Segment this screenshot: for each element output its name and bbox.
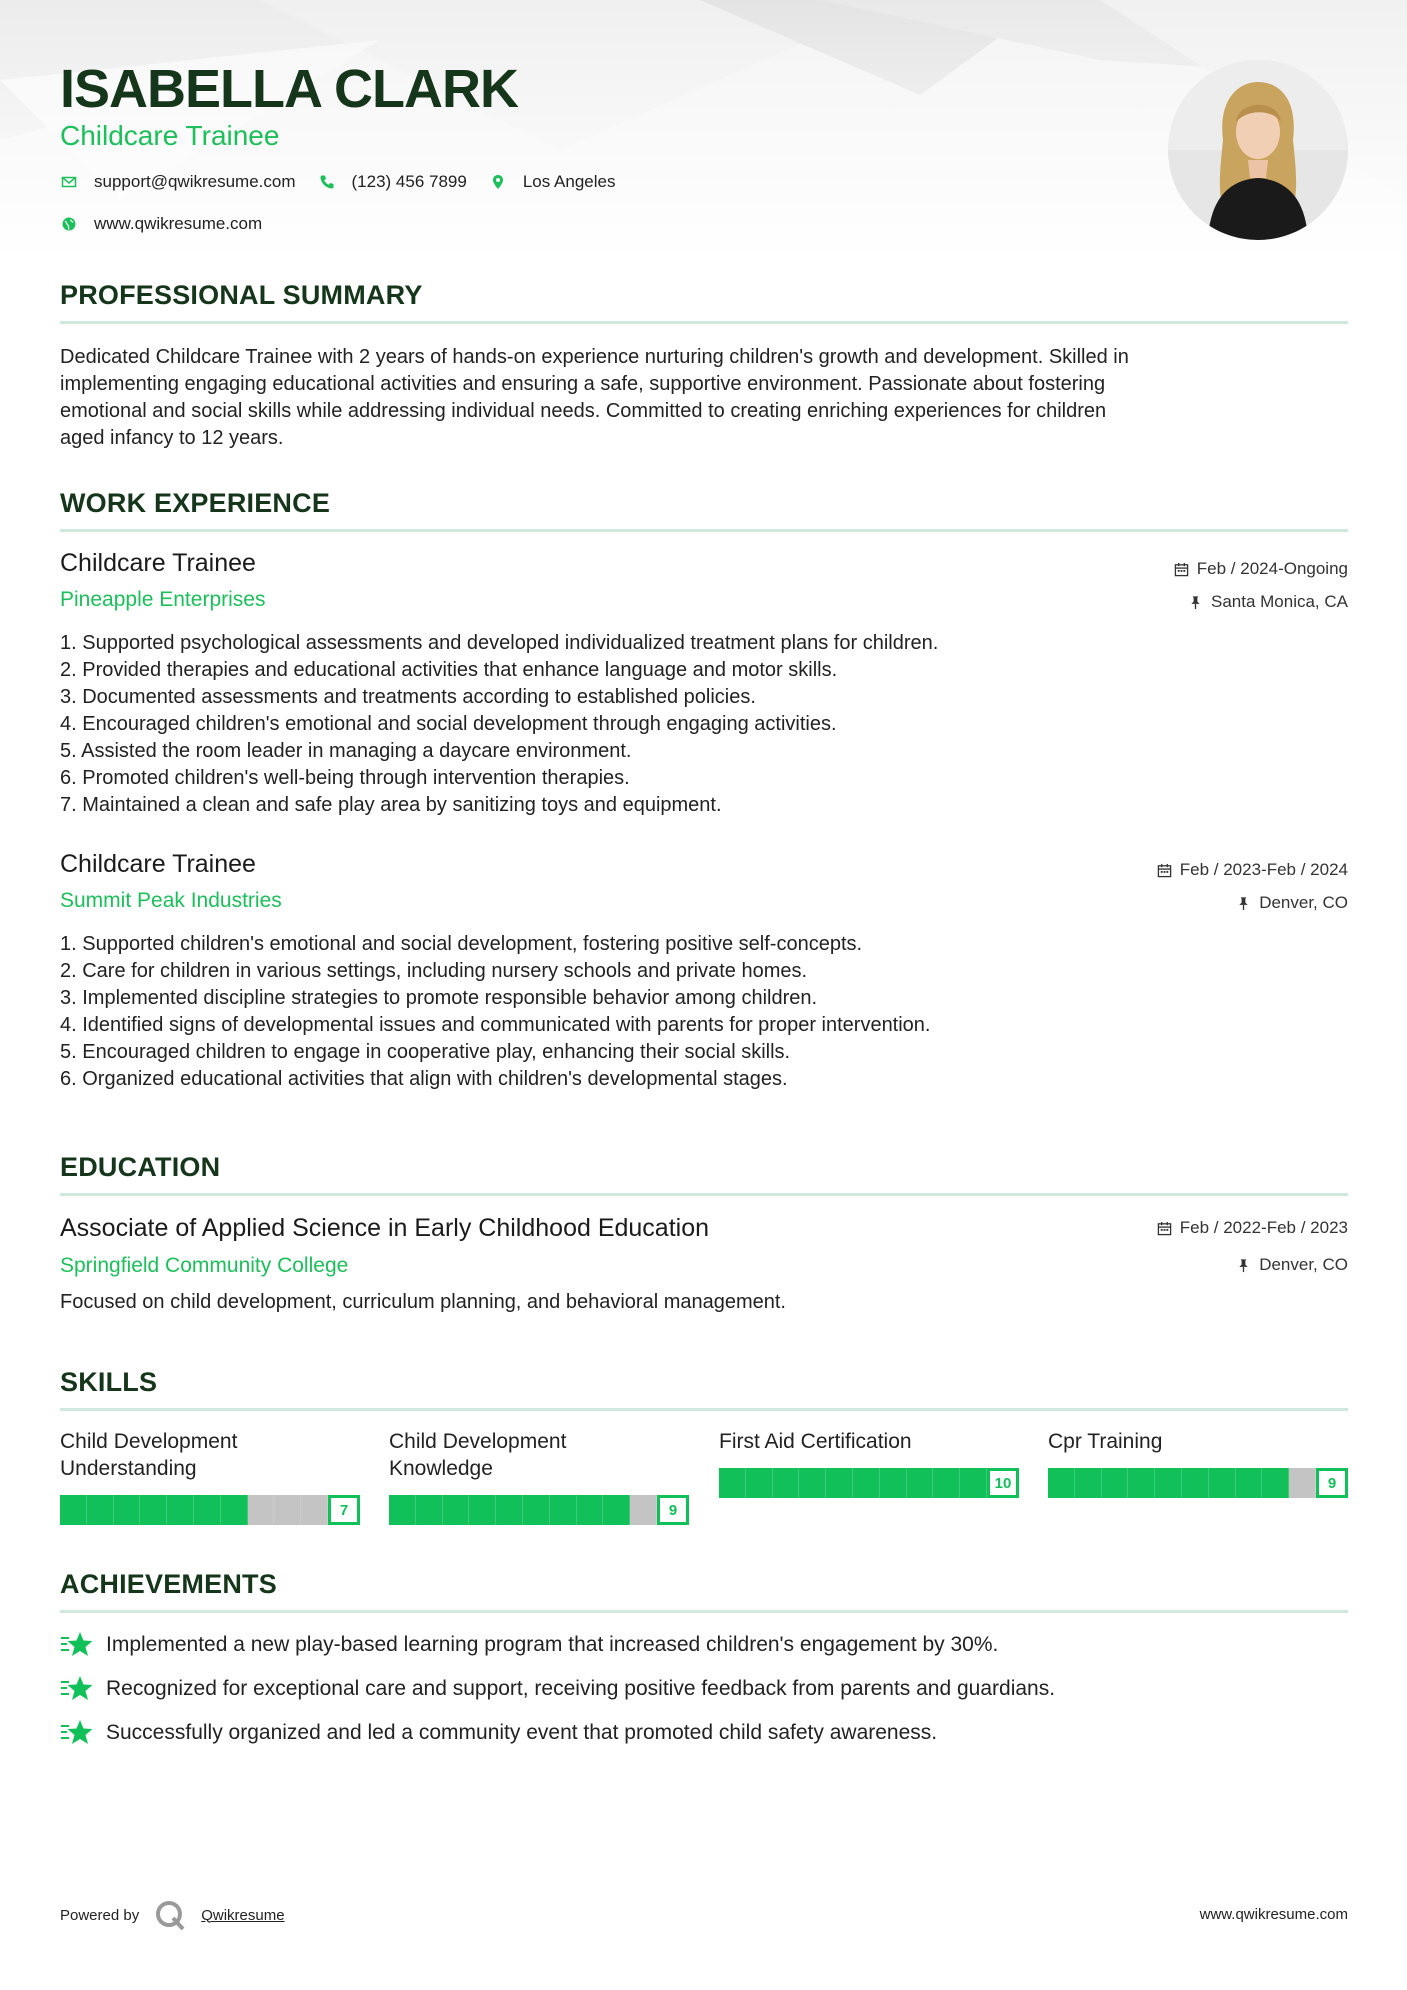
achievement-item [60, 1718, 937, 1748]
footer-website-link[interactable]: www.qwikresume.com [1199, 1906, 1348, 1923]
qwikresume-link[interactable]: Qwikresume [201, 1906, 285, 1924]
skill-name [389, 1428, 689, 1482]
skill-meter [1048, 1468, 1348, 1498]
summary-heading: PROFESSIONAL SUMMARY [60, 280, 423, 310]
experience-heading: WORK EXPERIENCE [60, 488, 331, 518]
education-dates-text: Feb / 2022-Feb / 2023 [1179, 1218, 1348, 1237]
candidate-title: Childcare Trainee [60, 120, 280, 151]
skill-level: 10 [987, 1468, 1019, 1498]
list-item: 7. Maintained a clean and safe play area by sanitizing toys and equipment. [60, 794, 722, 816]
skill-name-line: Child Development [60, 1430, 238, 1453]
job-dates [1157, 860, 1348, 880]
achievements-heading: ACHIEVEMENTS [60, 1569, 277, 1599]
star-icon [60, 1674, 94, 1704]
job-bullets [60, 630, 1348, 819]
envelope-icon [60, 173, 78, 191]
list-item: 4. Encouraged children's emotional and social development through engaging activities. [60, 713, 837, 735]
profile-photo [1168, 60, 1348, 240]
job-bullets [60, 931, 1348, 1093]
skill-name [1048, 1428, 1348, 1455]
phone-icon [318, 173, 336, 191]
resume-page [60, 0, 1348, 1990]
job-company: Summit Peak Industries [60, 889, 282, 912]
skill-level: 9 [657, 1495, 689, 1525]
education-heading: EDUCATION [60, 1152, 221, 1182]
list-item: 2. Care for children in various settings, including nursery schools and private homes. [60, 960, 808, 982]
job-location-text: Santa Monica, CA [1210, 592, 1348, 611]
job-role: Childcare Trainee [60, 549, 256, 577]
skill-meter-track [719, 1468, 987, 1498]
calendar-icon [1157, 1221, 1172, 1236]
achievement-text: Successfully organized and led a community event that promoted child safety awareness. [106, 1721, 938, 1744]
education-description: Focused on child development, curriculum planning, and behavioral management. [60, 1291, 786, 1313]
website-text: www.qwikresume.com [94, 214, 263, 233]
skill-meter [719, 1468, 1019, 1498]
pushpin-icon [1188, 595, 1203, 610]
contact-phone[interactable] [318, 172, 467, 192]
pushpin-icon [1236, 896, 1251, 911]
calendar-icon [1157, 863, 1172, 878]
calendar-icon [1174, 562, 1189, 577]
contact-row [60, 172, 637, 192]
star-icon [60, 1718, 94, 1748]
achievement-text: Implemented a new play-based learning program that increased children's engagement by 30%. [106, 1633, 999, 1656]
skill-item [389, 1428, 689, 1519]
job-dates-text: Feb / 2024-Ongoing [1196, 559, 1348, 578]
skill-meter-track [60, 1495, 328, 1525]
skill-meter-track [1048, 1468, 1316, 1498]
summary-text [60, 344, 1348, 452]
contact-location [489, 172, 616, 192]
achievement-text: Recognized for exceptional care and support, receiving positive feedback from parents and guardians. [106, 1677, 1056, 1700]
email-text: support@qwikresume.com [94, 172, 296, 191]
list-item: 1. Supported children's emotional and social development, fostering positive self-concepts. [60, 933, 863, 955]
qwikresume-logo [153, 1898, 187, 1932]
summary-line: implementing engaging educational activities and ensuring a safe, supportive environment. Passionate about fostering [60, 373, 1106, 395]
list-item: 4. Identified signs of developmental issues and communicated with parents for proper intervention. [60, 1014, 931, 1036]
list-item: 2. Provided therapies and educational activities that enhance language and motor skills. [60, 659, 838, 681]
education-location-text: Denver, CO [1259, 1255, 1348, 1274]
footer-branding [60, 1898, 285, 1932]
contact-row-website [60, 214, 284, 234]
location-text: Los Angeles [522, 172, 616, 191]
education-location [1236, 1255, 1348, 1275]
list-item: 1. Supported psychological assessments and developed individualized treatment plans for children. [60, 632, 939, 654]
achievements-divider [60, 1610, 1348, 1613]
summary-line: emotional and social skills while addressing individual needs. Committed to creating enriching experiences for children [60, 400, 1107, 422]
skills-divider [60, 1408, 1348, 1411]
list-item: 5. Assisted the room leader in managing a daycare environment. [60, 740, 632, 762]
pushpin-icon [1236, 1258, 1251, 1273]
school-name: Springfield Community College [60, 1254, 349, 1277]
education-dates [1157, 1218, 1348, 1238]
skill-name [60, 1428, 360, 1482]
star-icon [60, 1630, 94, 1660]
experience-divider [60, 529, 1348, 532]
job-dates-text: Feb / 2023-Feb / 2024 [1179, 860, 1348, 879]
powered-by-label: Powered by [60, 1906, 140, 1924]
job-location-text: Denver, CO [1259, 893, 1348, 912]
skills-heading: SKILLS [60, 1367, 158, 1397]
candidate-name: ISABELLA CLARK [60, 59, 518, 119]
skill-level: 7 [328, 1495, 360, 1525]
summary-line: Dedicated Childcare Trainee with 2 years of hands-on experience nurturing children's growth and development. Skilled in [60, 346, 1129, 368]
skill-meter-track [389, 1495, 657, 1525]
skill-item [60, 1428, 360, 1519]
skill-level: 9 [1316, 1468, 1348, 1498]
job-role: Childcare Trainee [60, 850, 256, 878]
degree-title: Associate of Applied Science in Early Childhood Education [60, 1214, 710, 1242]
globe-icon [60, 215, 78, 233]
contact-email[interactable] [60, 172, 296, 192]
phone-text: (123) 456 7899 [351, 172, 467, 191]
list-item: 5. Encouraged children to engage in cooperative play, enhancing their social skills. [60, 1041, 791, 1063]
achievement-item [60, 1674, 1055, 1704]
skill-name-line: Child Development [389, 1430, 567, 1453]
list-item: 3. Implemented discipline strategies to promote responsible behavior among children. [60, 987, 818, 1009]
skill-name-line: First Aid Certification [719, 1430, 912, 1453]
job-company: Pineapple Enterprises [60, 588, 266, 611]
summary-divider [60, 321, 1348, 324]
skill-name-line: Knowledge [389, 1457, 493, 1480]
education-divider [60, 1193, 1348, 1196]
summary-line: aged infancy to 12 years. [60, 427, 284, 449]
skill-meter [60, 1495, 360, 1525]
skill-name-line: Cpr Training [1048, 1430, 1163, 1453]
list-item: 3. Documented assessments and treatments according to established policies. [60, 686, 756, 708]
achievement-item [60, 1630, 998, 1660]
contact-website[interactable] [60, 214, 262, 234]
job-location [1236, 893, 1348, 913]
skill-item [1048, 1428, 1348, 1492]
list-item: 6. Promoted children's well-being through intervention therapies. [60, 767, 630, 789]
job-dates [1174, 559, 1348, 579]
skill-name [719, 1428, 1019, 1455]
skill-meter [389, 1495, 689, 1525]
list-item: 6. Organized educational activities that align with children's developmental stages. [60, 1068, 788, 1090]
skill-name-line: Understanding [60, 1457, 197, 1480]
map-pin-icon [489, 173, 507, 191]
job-location [1188, 592, 1348, 612]
skill-item [719, 1428, 1019, 1492]
